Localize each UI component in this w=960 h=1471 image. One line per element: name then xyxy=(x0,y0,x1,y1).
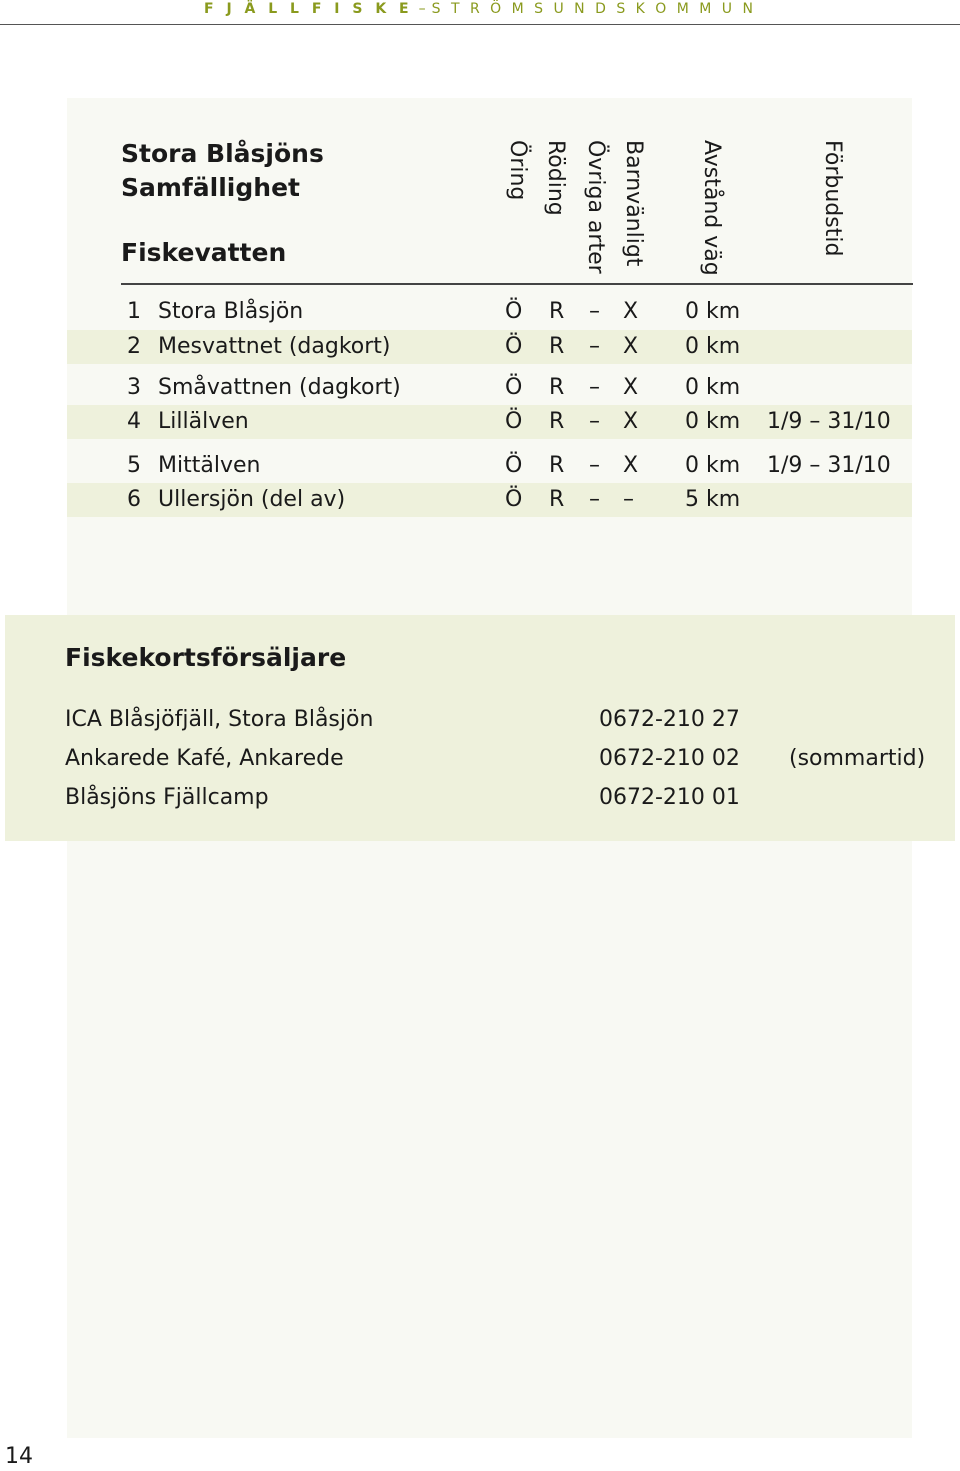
row-avstand: 5 km xyxy=(685,487,741,512)
row-oring: Ö xyxy=(505,334,523,359)
seller-phone: 0672-210 01 xyxy=(599,785,740,810)
col-head-barnvanligt-label: Barnvänligt xyxy=(621,140,646,267)
list-item xyxy=(5,703,955,737)
row-oring: Ö xyxy=(505,409,523,434)
row-oring: Ö xyxy=(505,487,523,512)
col-head-ovriga-label: Övriga arter xyxy=(583,140,608,274)
col-head-roding xyxy=(538,140,572,280)
row-roding: R xyxy=(549,334,565,359)
col-head-avstand xyxy=(694,140,728,280)
list-item xyxy=(5,742,955,776)
row-ovriga: – xyxy=(589,334,600,359)
row-roding: R xyxy=(549,487,565,512)
page-number: 14 xyxy=(5,1444,33,1469)
seller-phone: 0672-210 27 xyxy=(599,707,740,732)
row-ovriga: – xyxy=(589,487,600,512)
row-avstand: 0 km xyxy=(685,453,741,478)
row-oring: Ö xyxy=(505,453,523,478)
seller-phone: 0672-210 02 xyxy=(599,746,740,771)
row-number: 1 xyxy=(127,299,141,324)
row-forbudstid: 1/9 – 31/10 xyxy=(767,409,891,434)
table-row xyxy=(67,405,912,439)
row-name: Ullersjön (del av) xyxy=(158,487,346,512)
table-row xyxy=(67,330,912,364)
row-barnvanligt: X xyxy=(623,453,639,478)
table-row xyxy=(67,483,912,517)
col-head-barnvanligt xyxy=(616,140,650,280)
row-barnvanligt: X xyxy=(623,375,639,400)
running-header xyxy=(0,0,960,25)
list-item xyxy=(5,781,955,815)
seller-name: Ankarede Kafé, Ankarede xyxy=(65,746,344,771)
row-forbudstid: 1/9 – 31/10 xyxy=(767,453,891,478)
col-head-oring xyxy=(500,140,534,280)
row-avstand: 0 km xyxy=(685,299,741,324)
row-ovriga: – xyxy=(589,453,600,478)
row-roding: R xyxy=(549,453,565,478)
header-brand: F J Ä L L F I S K E xyxy=(204,1,413,17)
row-name: Stora Blåsjön xyxy=(158,299,304,324)
row-number: 5 xyxy=(127,453,141,478)
col-head-ovriga xyxy=(578,140,612,280)
sellers-box xyxy=(5,615,955,841)
header-subtitle: S T R Ö M S U N D S K O M M U N xyxy=(431,1,756,17)
row-name: Mesvattnet (dagkort) xyxy=(158,334,391,359)
row-roding: R xyxy=(549,299,565,324)
header-separator: – xyxy=(418,1,426,17)
col-head-oring-label: Öring xyxy=(505,140,530,201)
row-roding: R xyxy=(549,375,565,400)
row-number: 4 xyxy=(127,409,141,434)
row-number: 3 xyxy=(127,375,141,400)
section-subtitle: Fiskevatten xyxy=(121,238,287,267)
row-ovriga: – xyxy=(589,375,600,400)
row-barnvanligt: X xyxy=(623,334,639,359)
row-avstand: 0 km xyxy=(685,409,741,434)
col-head-roding-label: Röding xyxy=(543,140,568,216)
col-head-forbudstid xyxy=(815,140,849,280)
row-barnvanligt: X xyxy=(623,409,639,434)
row-ovriga: – xyxy=(589,409,600,434)
table-row xyxy=(67,449,912,483)
row-avstand: 0 km xyxy=(685,334,741,359)
row-number: 2 xyxy=(127,334,141,359)
row-number: 6 xyxy=(127,487,141,512)
title-line-2: Samfällighet xyxy=(121,173,300,202)
row-name: Lillälven xyxy=(158,409,249,434)
row-name: Småvattnen (dagkort) xyxy=(158,375,401,400)
row-ovriga: – xyxy=(589,299,600,324)
sellers-title: Fiskekortsförsäljare xyxy=(65,643,347,672)
row-barnvanligt: – xyxy=(623,487,634,512)
col-head-avstand-label: Avstånd väg xyxy=(699,140,724,276)
section-title xyxy=(121,137,324,205)
seller-name: ICA Blåsjöfjäll, Stora Blåsjön xyxy=(65,707,374,732)
col-head-forbudstid-label: Förbudstid xyxy=(820,140,845,257)
seller-name: Blåsjöns Fjällcamp xyxy=(65,785,269,810)
row-roding: R xyxy=(549,409,565,434)
row-oring: Ö xyxy=(505,299,523,324)
row-oring: Ö xyxy=(505,375,523,400)
row-barnvanligt: X xyxy=(623,299,639,324)
row-name: Mittälven xyxy=(158,453,261,478)
header-rule xyxy=(121,283,913,285)
row-avstand: 0 km xyxy=(685,375,741,400)
seller-note: (sommartid) xyxy=(789,746,926,771)
table-row xyxy=(67,371,912,405)
table-row xyxy=(67,295,912,329)
title-line-1: Stora Blåsjöns xyxy=(121,139,324,168)
